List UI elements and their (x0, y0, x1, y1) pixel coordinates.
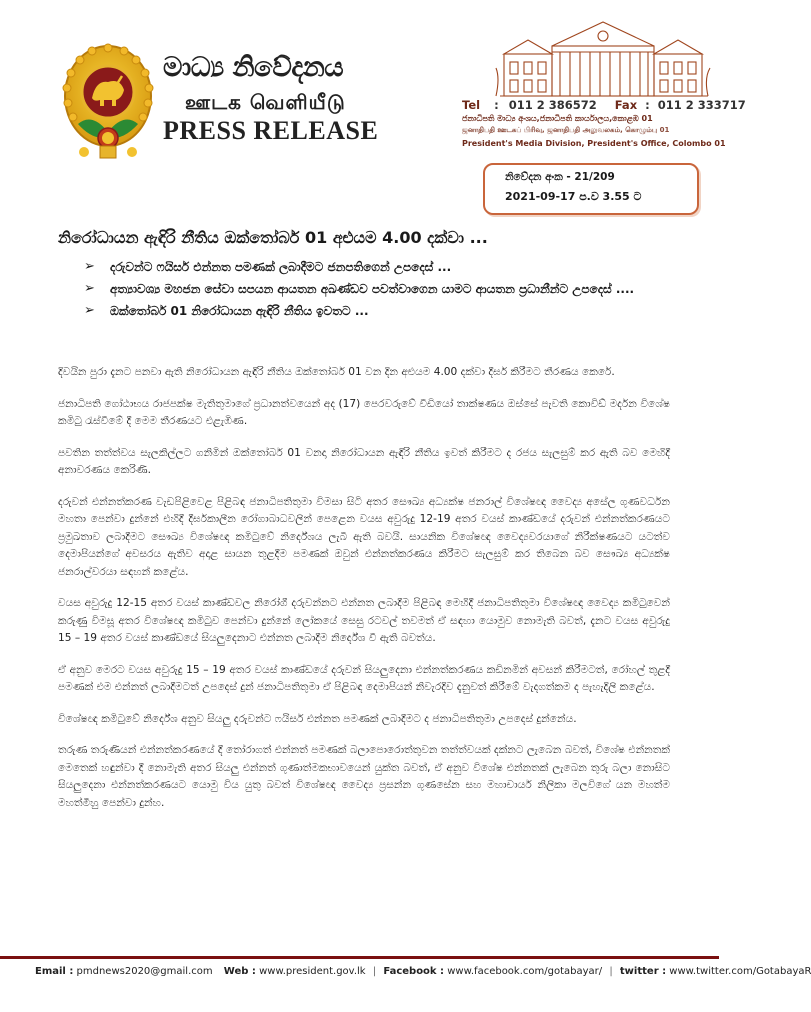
paragraph: ජනාධිපති ගෝඨාභය රාජපක්ෂ මැතිතුමාගේ ප්‍රධානත්වයෙන් අද (17) පෙරවරුවේ වීඩියෝ තාක්ෂණය ඔස්සේ පැවති කොවිඩ් මර්දන විශේෂ කමිටු රැස්වීමේ දී මෙම තීරණයට එළැඹිණ. (58, 397, 670, 427)
twitter-link[interactable]: www.twitter.com/GotabayaR (669, 966, 811, 977)
bullet-text: දරුවන්ට ෆයිසර් එන්නත පමණක් ලබාදීමට ජනපතිගෙන් උපදෙස් ... (110, 260, 452, 274)
tel-label: Tel (462, 98, 481, 112)
twitter-label: twitter : (619, 966, 667, 977)
tel-fax-line: Tel : 011 2 386572 Fax : 011 2 333717 (462, 98, 746, 112)
fax-label: Fax (614, 98, 638, 112)
paragraph: පවතින තත්ත්වය සැලකිල්ලට ගනිමින් ඔක්තෝබර් 01 වනදා නිරෝධායන ඇඳිරි නීතිය ඉවත් කිරීමට ද රජය සැලසුම් කර ඇති බව මෙහිදී අනාවරණය කෙරිණි. (58, 446, 670, 476)
address-tamil: ஜனாதிபதி ஊடகப் பிரிவு, ஜனாதிபதி அலுவலகம், கொழும்பு 01 (462, 126, 670, 134)
sri-lanka-emblem-icon (62, 40, 154, 164)
title-sinhala: මාධ්‍ය නිවේදනය (163, 52, 344, 83)
email-label: Email : (35, 966, 74, 977)
web-label: Web : (223, 966, 256, 977)
bullet-item (80, 280, 640, 298)
footer: Email : pmdnews2020@gmail.com Web : www.president.gov.lk | Facebook : www.facebook.com/gotabayar/ | twitter : www.twitter.com/GotabayaR (35, 966, 811, 977)
arrow-bullet-icon: ➢ (84, 259, 95, 274)
paragraph: විශේෂඥ කමිටුවේ නිර්දේශ අනුව සියලු දරුවන්ට ෆයිසර් එන්නත පමණක් ලබාදීමට ද ජනාධිපතිතුමා උපදෙස් දුන්නේය. (58, 712, 577, 725)
title-tamil: ஊடக வெளியீடு (185, 90, 346, 114)
email-link[interactable]: pmdnews2020@gmail.com (76, 966, 213, 977)
presidential-secretariat-building-icon (494, 8, 712, 104)
address-english: President's Media Division, President's Office, Colombo 01 (462, 139, 726, 148)
release-number: නිවේදන අංක - 21/209 (505, 171, 615, 183)
contact-block (462, 98, 746, 149)
address-sinhala: ජනාධිපති මාධ්‍ය අංශය,ජනාධිපති කාර්යාලය,කොළඹ 01 (462, 114, 653, 123)
facebook-label: Facebook : (383, 966, 445, 977)
paragraph: දරුවන් එන්නත්කරණ වැඩපිළිවෙළ පිළිබඳ ජනාධිපතිතුමා විමසා සිටි අතර සෞඛ්‍ය අධ්‍යක්ෂ ජනරාල් විශේෂඥ වෛද්‍ය අසේල ගුණවර්ධන මහතා පෙන්වා දුන්නේ එහිදී දීර්ඝකාලීන රෝගාබාධවලින් පෙළෙන වයස අවුරුදු 12-19 අතර වයස් කාණ්ඩයේ දරුවන් එන්නත්කරණයට ප්‍රමුඛතාව ලබාදීමට සෞඛ්‍ය විශේෂඥ කමිටුවේ නිර්දේශය ලැබී ඇති බවයි. සායනික විශේෂඥ වෛද්‍යවරයාගේ නිරීක්ෂණයට යටත්ව දෙමාපියන්ගේ අවසරය ඇතිව අදාළ සායන තුළදීම පමණක් ඔවුන් එන්නත්කරණය කිරීමට සැලසුම් කර තිබෙන බව සෞඛ්‍ය අධ්‍යක්ෂ ජනරාල්වරයා සඳහන් කළේය. (58, 495, 670, 578)
arrow-bullet-icon: ➢ (84, 303, 95, 318)
headline: නිරෝධායන ඇඳිරි නීතිය ඔක්තෝබර් 01 අළුයම 4.00 දක්වා ... (58, 228, 488, 247)
title-english: PRESS RELEASE (163, 116, 379, 145)
bullet-text: ඔක්තෝබර් 01 නිරෝධායන ඇඳිරි නීතිය ඉවතට ... (110, 304, 369, 318)
bullet-item (80, 258, 640, 276)
bullet-item (80, 302, 640, 320)
fax-value: 011 2 333717 (657, 98, 746, 112)
bullet-text: අත්‍යාවශ්‍ය මහජන සේවා සපයන ආයතන අඛණ්ඩව පවත්වාගෙන යාමට ආයතන ප්‍රධානීන්ට උපදෙස් .... (110, 282, 635, 296)
tel-value: 011 2 386572 (508, 98, 597, 112)
bullet-list (80, 258, 640, 324)
body-text (58, 364, 670, 826)
arrow-bullet-icon: ➢ (84, 281, 95, 296)
release-datetime: 2021-09-17 ප.ව 3.55 ට (505, 190, 642, 203)
paragraph: තරුණ තරුණියන් එන්නත්කරණයේ දී තෝරාගත් එන්නත් පමණක් බලාපොරොත්තුවන තත්ත්වයක් දක්නට ලැබෙන බවත්, විශේෂ එන්නතක් මෙතෙක් හඳුන්වා දී නොමැති අතර සියලු එන්නත් ගුණාත්මකභාවයෙන් යුක්ත බවත්, ඒ අනුව විශේෂ එන්නතක් ලැබෙන තුරු බලා නොසිට සියලුදෙනා එන්නත්කරණයට යොමු විය යුතු බවත් විශේෂඥ වෛද්‍ය ප්‍රසන්න ගුණසේන සහ මහාචාර්ය නිලිකා මලවිගේ යන මහත්ම මහත්මීහු පෙන්වා දුන්හ. (58, 744, 670, 809)
facebook-link[interactable]: www.facebook.com/gotabayar/ (447, 966, 603, 977)
paragraph: දිවයින පුරා දැනට පනවා ඇති නිරෝධායන ඇඳිරි නීතිය ඔක්තෝබර් 01 වන දින අළුයම 4.00 දක්වා දීර්ඝ කිරීමට තීරණය කෙරේ. (58, 366, 615, 378)
paragraph: වයස අවුරුදු 12-15 අතර වයස් කාණ්ඩවල නිරෝගී දරුවන්නට එන්නත ලබාදීම පිළිබඳ මෙහිදී ජනාධිපතිතුමා විශේෂඥ වෛද්‍ය කමිටුවෙන් කරුණු විමසූ අතර විශේෂඥ කමිටුව පෙන්වා දුන්නේ ලෝකයේ සෙසු රටවල් තවමත් ඒ සඳහා යොමුව නොමැති බවත්, දැනට වයස අවුරුදු 15 – 19 අතර වයස් කාණ්ඩයේ සියලුදෙනාට එන්නත ලබාදීම නිර්දේශ වී ඇති බවත්ය. (58, 597, 670, 644)
footer-divider (0, 956, 719, 959)
paragraph: ඒ අනුව මෙරට වයස අවුරුදු 15 – 19 අතර වයස් කාණ්ඩයේ දරුවන් සියලුදෙනා එන්නත්කරණය කඩිනමින් අවසන් කිරීමටත්, රෝහල් තුළදී පමණක් එම එන්නත් ලබාදීමටත් උපදෙස් දුන් ජනාධිපතිතුමා ඒ පිළිබඳ දෙමාපියන් නිවැරදිව දැනුවත් කිරීමේ වැදගත්කම ද පැහැදිලි කළේය. (58, 663, 670, 693)
web-link[interactable]: www.president.gov.lk (259, 966, 366, 977)
